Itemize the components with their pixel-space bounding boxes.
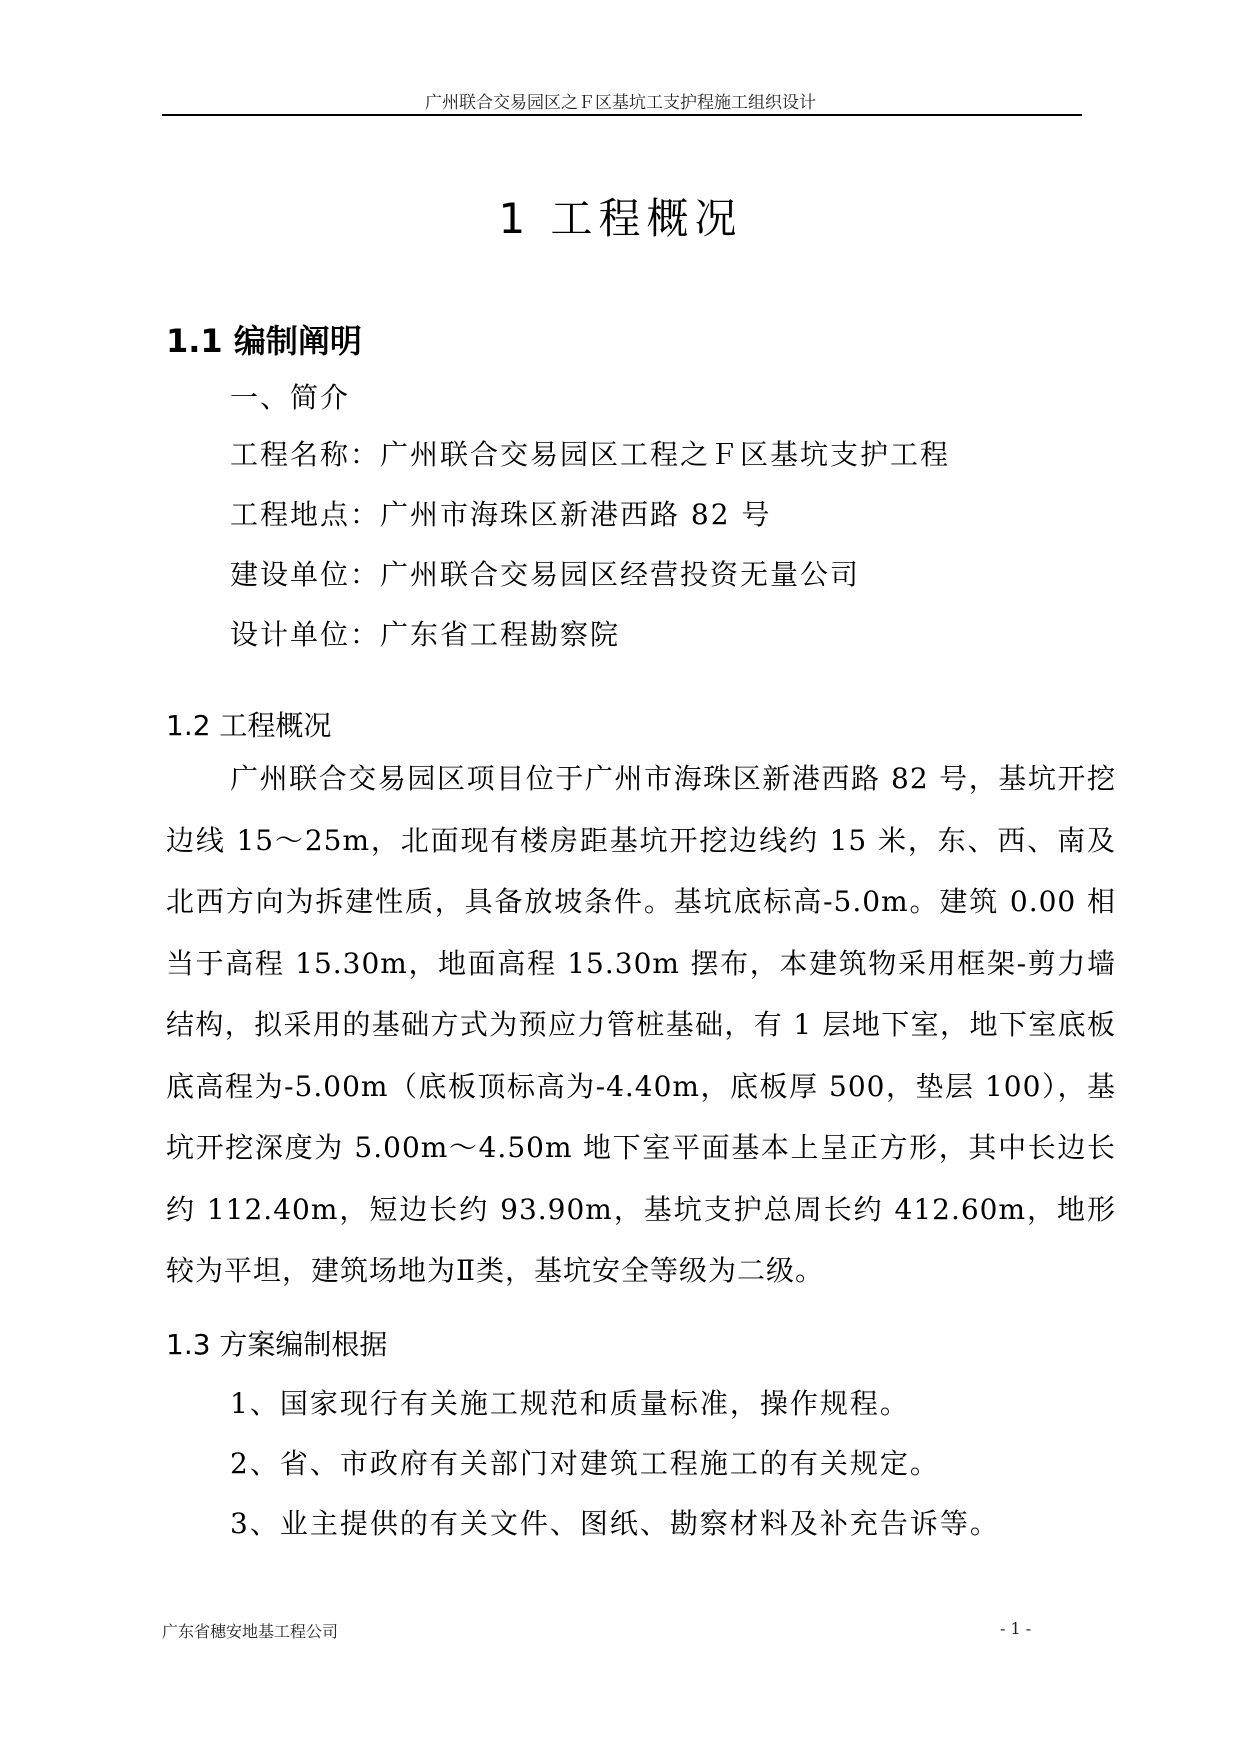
page-number: - 1 - — [1000, 1619, 1032, 1638]
intro-subheading: 一、简介 — [230, 381, 351, 414]
design-unit-line: 设计单位：广东省工程勘察院 — [230, 618, 621, 651]
basis-item-1: 1、国家现行有关施工规范和质量标准，操作规程。 — [230, 1387, 910, 1420]
project-name-line: 工程名称：广州联合交易园区工程之Ｆ区基坑支护工程 — [230, 438, 951, 471]
section-1-2-heading: 1.2 工程概况 — [166, 709, 332, 742]
project-location-line: 工程地点：广州市海珠区新港西路 82 号 — [230, 498, 772, 531]
project-overview-paragraph: 广州联合交易园区项目位于广州市海珠区新港西路 82 号，基坑开挖边线 15～25m，北面现有楼房距基坑开挖边线约 15 米，东、西、南及北西方向为拆建性质，具备放坡条件。基坑底标高-5.0m。建筑 0.00 相当于高程 15.30m，地面高程 15.30m 摆布，本建筑物采用框架-剪力墙结构，拟采用的基础方式为预应力管桩基础，有 1 层地下室，地下室底板底高程为-5.00m（底板顶标高为-4.40m，底板厚 500，垫层 100），基坑开挖深度为 5.00m～4.50m 地下室平面基本上呈正方形，其中长边长约 112.40m，短边长约 93.90m，基坑支护总周长约 412.60m，地形较为平坦，建筑场地为Ⅱ类，基坑安全等级为二级。 — [166, 762, 1116, 1287]
construction-unit-line: 建设单位：广州联合交易园区经营投资无量公司 — [230, 558, 861, 591]
section-1-3-heading: 1.3 方案编制根据 — [166, 1328, 388, 1361]
chapter-title: 1 工程概况 — [498, 194, 743, 243]
basis-item-2: 2、省、市政府有关部门对建筑工程施工的有关规定。 — [230, 1447, 940, 1480]
basis-item-3: 3、业主提供的有关文件、图纸、勘察材料及补充告诉等。 — [230, 1507, 1000, 1540]
footer-company: 广东省穗安地基工程公司 — [162, 1622, 339, 1641]
header-rule — [162, 114, 1082, 116]
page-header: 广州联合交易园区之Ｆ区基坑工支护程施工组织设计 — [425, 93, 816, 113]
section-1-1-heading: 1.1 编制阐明 — [166, 322, 362, 360]
